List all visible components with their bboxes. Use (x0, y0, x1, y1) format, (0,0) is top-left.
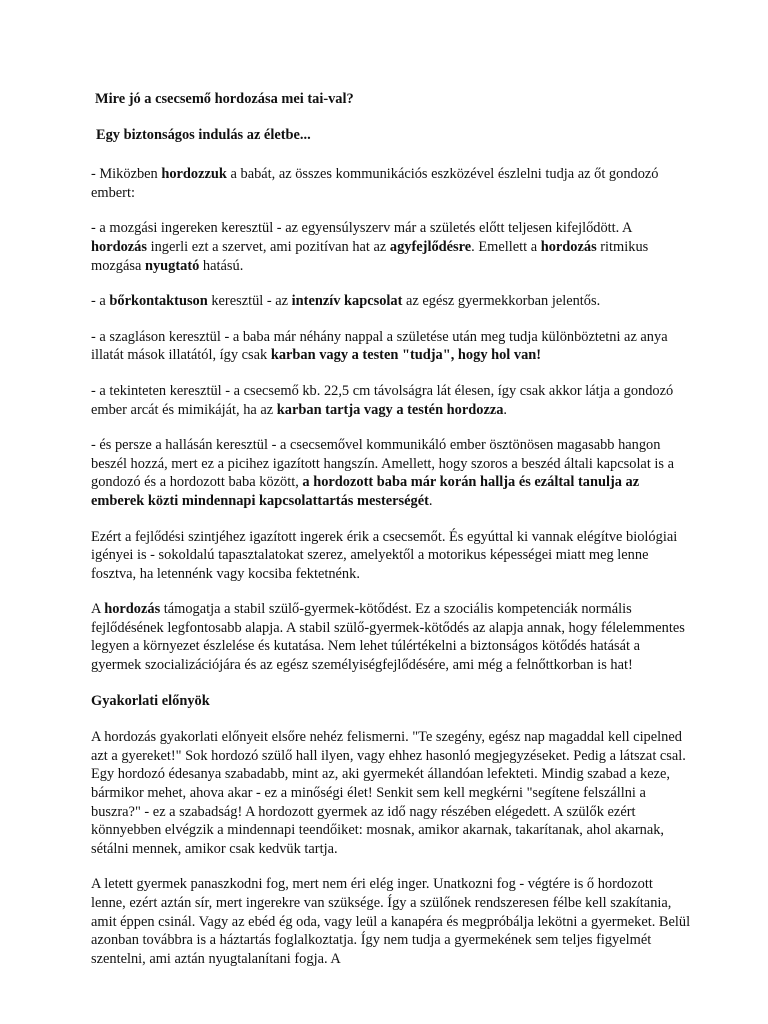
text-run: - a szagláson keresztül - a baba már néhány nappal a születése után meg tudja különböztetni az anya illatát mások illatától, így csak (91, 328, 668, 364)
document-body (91, 90, 691, 985)
paragraph (91, 328, 691, 365)
document-title: Mire jó a csecsemő hordozása mei tai-val? (95, 91, 354, 107)
paragraph (91, 728, 691, 858)
text-run: támogatja a stabil szülő-gyermek-kötődést. Ez a szociális kompetenciák normális fejlődésének legfontosabb alapja. A stabil szülő-gyermek-kötődés az alapja annak, hogy félelemmentes legyen a környezet észlelése és kutatása. Nem lehet túlértékelni a biztonságos kötődés hatását a gyermek szocializációjára és az egész személyiségfejlődésére, ami még a felnőttkorban is hat! (91, 601, 685, 674)
text-run: . Emellett a (471, 238, 541, 255)
text-run: . (428, 492, 433, 509)
text-run: - a (91, 293, 110, 310)
paragraph (91, 875, 691, 968)
text-run: ritmikus mozgása (91, 238, 649, 274)
text-run: az egész gyermekkorban jelentős. (402, 293, 601, 310)
bold-text: hordozás (91, 238, 147, 255)
paragraph (91, 219, 691, 275)
bold-text: karban vagy a testen "tudja", hogy hol van! (270, 347, 542, 364)
text-run: hatású. (199, 257, 244, 274)
paragraph (91, 436, 691, 510)
bold-text: intenzív kapcsolat (291, 293, 403, 310)
bold-text: hordozás (104, 601, 161, 618)
bold-text: a hordozott baba már korán hallja és ezáltal tanulja az emberek közti mindennapi kapcsolattartás mesterségét (91, 474, 640, 509)
text-run: A hordozás gyakorlati előnyeit elsőre nehéz felismerni. "Te szegény, egész nap magaddal kell cipelned azt a gyereket!" Sok hordozó szülő hall ilyen, vagy ehhez hasonló megjegyzéseket. Pedig a látszat csal. Egy hordozó édesanya szabadabb, mint az, aki gyermekét állandóan lefekteti. Mindig szabad a keze, bármikor mehet, ahova akar - ez a minőségi élet! Senkit sem kell megkérni "segítene felszállni a buszra?" - ez a szabadság! A hordozott gyermek az idő nagy részében elégedett. A szülők ezért könnyebben elvégzik a mindennapi teendőiket: mosnak, amikor akarnak, takarítanak, ahol akarnak, sétálni mennek, amikor csak kedvük tartja. (91, 729, 686, 857)
text-run: . (503, 401, 508, 418)
text-run: - a tekinteten keresztül - a csecsemő kb. 22,5 cm távolságra lát élesen, így csak akkor látja a gondozó ember arcát és mimikáját, ha az (91, 382, 674, 418)
bold-text: bőrkontaktuson (109, 293, 208, 310)
text-run: - a mozgási ingereken keresztül - az egyensúlyszerv már a születés előtt teljesen kifejlődött. A (91, 220, 632, 237)
text-run: a babát, az összes kommunikációs eszközével észlelni tudja az őt gondozó embert: (91, 166, 659, 201)
document-subtitle: Egy biztonságos indulás az életbe... (96, 126, 311, 143)
bold-text: agyfejlődésre (389, 238, 472, 255)
paragraph (91, 165, 691, 202)
section-heading: Gyakorlati előnyök (91, 692, 210, 709)
text-run: ingerli ezt a szervet, ami pozitívan hat az (146, 238, 390, 255)
text-run: A letett gyermek panaszkodni fog, mert nem éri elég inger. Unatkozni fog - végtére is ő hordozott lenne, ezért aztán sír, mert ingerekre van szüksége. Így a szülőnek rendszeresen félbe kell szakítania, amit éppen csinál. Vagy az ebéd ég oda, vagy leül a kanapéra és megpróbálja lekötni a gyermeket. Belül azonban továbbra is a háztartás foglalkoztatja. Így nem tudja a gyermekének sem teljes figyelmét szentelni, ami aztán nyugtalanítani fogja. A (91, 876, 691, 967)
bold-text: hordozzuk (161, 166, 227, 183)
bold-text: hordozás (540, 238, 597, 255)
paragraph (91, 600, 691, 674)
paragraph (91, 528, 691, 584)
paragraph (91, 382, 691, 419)
text-run: - Miközben (91, 166, 162, 183)
text-run: keresztül - az (207, 293, 292, 310)
text-run: Ezért a fejlődési szintjéhez igazított ingerek érik a csecsemőt. És egyúttal ki vannak elégítve biológiai igényei is - sokoldalú tapasztalatokat szerez, amelyektől a motorikus képességei miatt meg lenne fosztva, ha letennénk vagy kocsiba fektetnénk. (91, 528, 678, 582)
bold-text: nyugtató (144, 257, 200, 274)
text-run: A (91, 601, 105, 618)
bold-text: karban tartja vagy a testén hordozza (276, 401, 504, 418)
paragraph (91, 292, 691, 311)
text-run: - és persze a hallásán keresztül - a csecsemővel kommunikáló ember ösztönösen magasabb hangon beszél hozzá, mert ez a picihez igazított hangszín. Amellett, hogy szoros a beszéd általi kapcsolat is a gondozó és a hordozott baba között, (91, 437, 675, 491)
